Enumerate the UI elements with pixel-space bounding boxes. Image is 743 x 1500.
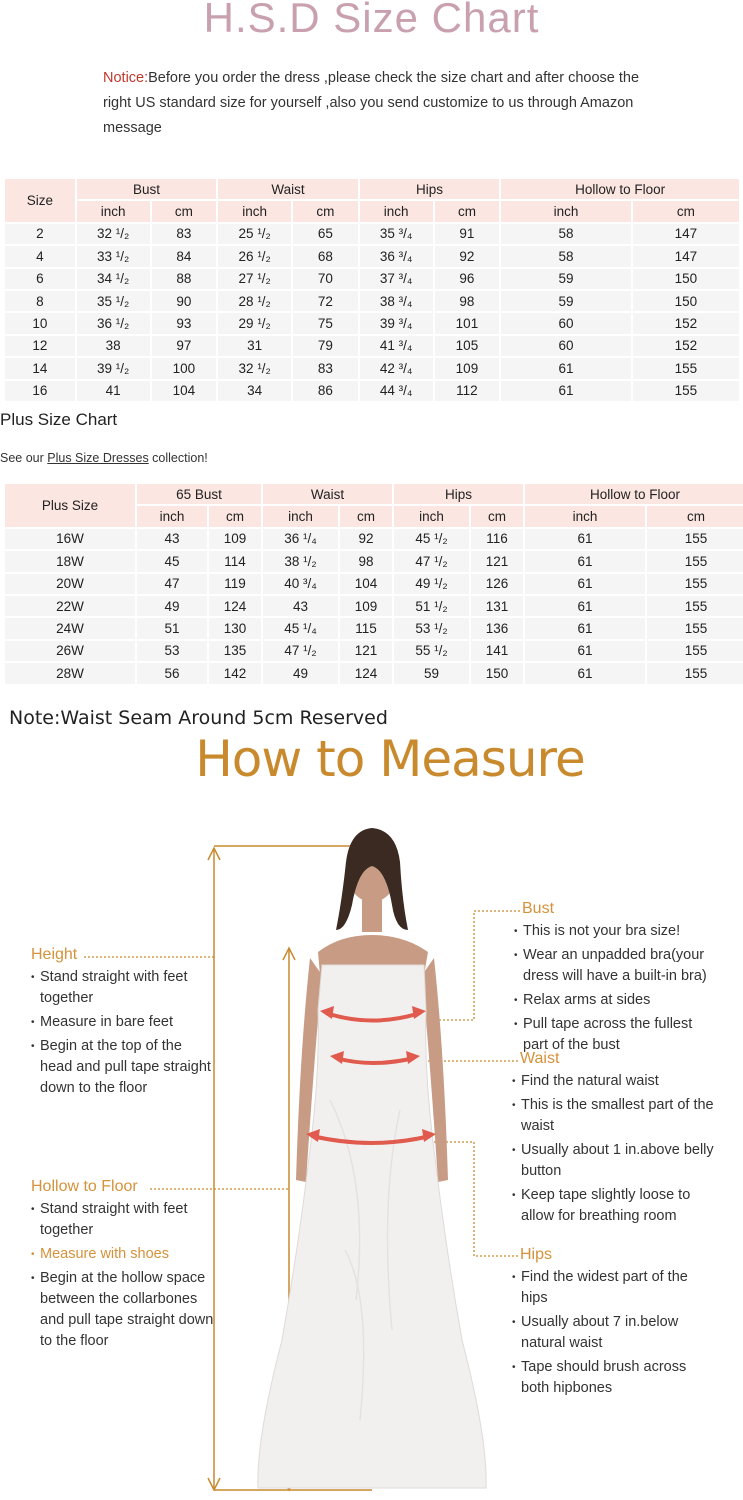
table-cell: 53 ¹/₂ [394, 618, 469, 638]
table-cell: 150 [633, 291, 739, 311]
table-cell: 38 ³/₄ [360, 291, 433, 311]
table-cell: 49 ¹/₂ [394, 574, 469, 594]
hollow-instruction: • Begin at the hollow space between the collarbones and pull tape straight down to the floor [31, 1268, 217, 1352]
table-cell: 58 [501, 246, 630, 266]
table-cell: 55 ¹/₂ [394, 641, 469, 661]
table-cell: 36 ¹/₄ [263, 529, 338, 549]
table-cell: 61 [525, 574, 645, 594]
waist-instruction: • Keep tape slightly loose to allow for breathing room [512, 1185, 722, 1227]
group-header: Hips [394, 484, 523, 504]
height-section [31, 946, 217, 1099]
waist-seam-note: Note:Waist Seam Around 5cm Reserved [9, 707, 388, 729]
table-cell: 121 [471, 551, 523, 571]
table-cell: 43 [137, 529, 207, 549]
unit-header: cm [340, 506, 392, 526]
size-header: Size [5, 179, 75, 222]
see-before: See our [0, 451, 48, 465]
hollow-section [31, 1178, 217, 1352]
group-header: Hollow to Floor [525, 484, 743, 504]
table-cell: 155 [647, 529, 743, 549]
unit-header: inch [137, 506, 207, 526]
group-header: Hips [360, 179, 500, 199]
table-cell: 43 [263, 596, 338, 616]
size-cell: 10 [5, 313, 75, 333]
table-cell: 100 [152, 358, 217, 378]
table-cell: 59 [501, 291, 630, 311]
waist-section [512, 1050, 722, 1227]
table-cell: 61 [525, 641, 645, 661]
table-cell: 49 [137, 596, 207, 616]
table-cell: 61 [525, 529, 645, 549]
waist-instruction: • Find the natural waist [512, 1071, 722, 1092]
table-cell: 119 [209, 574, 261, 594]
table-cell: 70 [293, 269, 358, 289]
hollow-instruction: • Stand straight with feet together [31, 1199, 217, 1241]
height-label: Height [31, 946, 78, 963]
table-cell: 79 [293, 336, 358, 356]
table-cell: 25 ¹/₂ [218, 224, 291, 244]
notice-lead: Notice: [103, 70, 149, 86]
table-cell: 88 [152, 269, 217, 289]
size-cell: 14 [5, 358, 75, 378]
table-cell: 109 [340, 596, 392, 616]
table-cell: 59 [394, 663, 469, 683]
table-cell: 75 [293, 313, 358, 333]
bust-section [514, 900, 714, 1056]
table-cell: 27 ¹/₂ [218, 269, 291, 289]
table-cell: 92 [435, 246, 500, 266]
size-cell: 20W [5, 574, 135, 594]
table-cell: 42 ³/₄ [360, 358, 433, 378]
group-header: Waist [263, 484, 392, 504]
table-cell: 45 [137, 551, 207, 571]
table-cell: 61 [525, 551, 645, 571]
size-cell: 2 [5, 224, 75, 244]
table-cell: 135 [209, 641, 261, 661]
hollow-label: Hollow to Floor [31, 1178, 138, 1195]
table-cell: 35 ¹/₂ [77, 291, 150, 311]
table-cell: 31 [218, 336, 291, 356]
bust-instruction: • Relax arms at sides [514, 990, 714, 1011]
hips-instruction: • Usually about 7 in.below natural waist [512, 1312, 712, 1354]
table-cell: 28 ¹/₂ [218, 291, 291, 311]
bust-label: Bust [522, 900, 555, 917]
bust-instruction: • Pull tape across the fullest part of the bust [514, 1014, 714, 1056]
unit-header: inch [218, 201, 291, 221]
see-after: collection! [148, 451, 208, 465]
table-cell: 32 ¹/₂ [77, 224, 150, 244]
unit-header: inch [501, 201, 630, 221]
table-cell: 114 [209, 551, 261, 571]
table-cell: 109 [435, 358, 500, 378]
height-instruction: • Stand straight with feet together [31, 967, 217, 1009]
table-cell: 155 [647, 641, 743, 661]
table-cell: 93 [152, 313, 217, 333]
table-cell: 104 [340, 574, 392, 594]
table-cell: 97 [152, 336, 217, 356]
unit-header: inch [263, 506, 338, 526]
table-cell: 126 [471, 574, 523, 594]
table-cell: 83 [293, 358, 358, 378]
table-cell: 136 [471, 618, 523, 638]
hips-label: Hips [520, 1246, 553, 1263]
table-cell: 105 [435, 336, 500, 356]
table-cell: 45 ¹/₄ [263, 618, 338, 638]
waist-instruction: • Usually about 1 in.above belly button [512, 1140, 722, 1182]
table-cell: 47 ¹/₂ [263, 641, 338, 661]
table-cell: 58 [501, 224, 630, 244]
table-cell: 36 ¹/₂ [77, 313, 150, 333]
size-cell: 16 [5, 381, 75, 401]
table-cell: 51 [137, 618, 207, 638]
table-cell: 33 ¹/₂ [77, 246, 150, 266]
table-cell: 45 ¹/₂ [394, 529, 469, 549]
unit-header: cm [152, 201, 217, 221]
size-cell: 26W [5, 641, 135, 661]
table-cell: 124 [209, 596, 261, 616]
table-cell: 147 [633, 224, 739, 244]
size-header: Plus Size [5, 484, 135, 527]
table-cell: 72 [293, 291, 358, 311]
table-cell: 65 [293, 224, 358, 244]
table-cell: 96 [435, 269, 500, 289]
waist-label: Waist [520, 1050, 560, 1067]
table-cell: 26 ¹/₂ [218, 246, 291, 266]
table-cell: 98 [435, 291, 500, 311]
group-header: Bust [77, 179, 217, 199]
unit-header: cm [435, 201, 500, 221]
table-cell: 104 [152, 381, 217, 401]
table-cell: 150 [633, 269, 739, 289]
hips-instruction: • Tape should brush across both hipbones [512, 1357, 712, 1399]
table-cell: 38 [77, 336, 150, 356]
group-header: 65 Bust [137, 484, 261, 504]
hollow-instruction: • Measure with shoes [31, 1244, 217, 1265]
hips-section [512, 1246, 712, 1399]
table-cell: 56 [137, 663, 207, 683]
table-cell: 112 [435, 381, 500, 401]
table-cell: 35 ³/₄ [360, 224, 433, 244]
unit-header: inch [77, 201, 150, 221]
group-header: Waist [218, 179, 358, 199]
table-cell: 116 [471, 529, 523, 549]
unit-header: cm [293, 201, 358, 221]
table-cell: 37 ³/₄ [360, 269, 433, 289]
table-cell: 155 [633, 381, 739, 401]
hips-instruction: • Find the widest part of the hips [512, 1267, 712, 1309]
table-cell: 121 [340, 641, 392, 661]
table-cell: 49 [263, 663, 338, 683]
size-cell: 8 [5, 291, 75, 311]
table-cell: 86 [293, 381, 358, 401]
table-cell: 34 [218, 381, 291, 401]
model-figure [258, 828, 486, 1488]
table-cell: 60 [501, 313, 630, 333]
table-cell: 98 [340, 551, 392, 571]
table-cell: 40 ³/₄ [263, 574, 338, 594]
unit-header: inch [394, 506, 469, 526]
table-cell: 150 [471, 663, 523, 683]
table-cell: 109 [209, 529, 261, 549]
unit-header: cm [471, 506, 523, 526]
table-cell: 152 [633, 313, 739, 333]
height-instruction: • Begin at the top of the head and pull tape straight down to the floor [31, 1036, 217, 1099]
unit-header: cm [633, 201, 739, 221]
table-cell: 41 [77, 381, 150, 401]
table-cell: 51 ¹/₂ [394, 596, 469, 616]
unit-header: inch [525, 506, 645, 526]
size-cell: 24W [5, 618, 135, 638]
size-cell: 16W [5, 529, 135, 549]
table-cell: 36 ³/₄ [360, 246, 433, 266]
bust-instruction: • Wear an unpadded bra(your dress will have a built-in bra) [514, 945, 714, 987]
unit-header: cm [209, 506, 261, 526]
table-cell: 91 [435, 224, 500, 244]
table-cell: 61 [501, 381, 630, 401]
table-cell: 155 [647, 618, 743, 638]
table-cell: 90 [152, 291, 217, 311]
table-cell: 101 [435, 313, 500, 333]
group-header: Hollow to Floor [501, 179, 739, 199]
table-cell: 131 [471, 596, 523, 616]
table-cell: 29 ¹/₂ [218, 313, 291, 333]
table-cell: 124 [340, 663, 392, 683]
size-cell: 22W [5, 596, 135, 616]
size-cell: 18W [5, 551, 135, 571]
size-cell: 6 [5, 269, 75, 289]
table-cell: 155 [647, 574, 743, 594]
table-cell: 115 [340, 618, 392, 638]
table-cell: 141 [471, 641, 523, 661]
unit-header: cm [647, 506, 743, 526]
table-cell: 32 ¹/₂ [218, 358, 291, 378]
table-cell: 142 [209, 663, 261, 683]
table-cell: 61 [501, 358, 630, 378]
table-cell: 34 ¹/₂ [77, 269, 150, 289]
bust-instruction: • This is not your bra size! [514, 921, 714, 942]
table-cell: 147 [633, 246, 739, 266]
table-cell: 47 ¹/₂ [394, 551, 469, 571]
table-cell: 41 ³/₄ [360, 336, 433, 356]
plus-size-dresses-link[interactable]: Plus Size Dresses [47, 451, 149, 465]
table-cell: 60 [501, 336, 630, 356]
waist-instruction: • This is the smallest part of the waist [512, 1095, 722, 1137]
notice-body: Before you order the dress ,please check the size chart and after choose the right US standard size for yourself ,also you send customize to us through Amazon message [103, 70, 640, 136]
height-instruction: • Measure in bare feet [31, 1012, 217, 1033]
table-cell: 152 [633, 336, 739, 356]
table-cell: 155 [647, 551, 743, 571]
table-cell: 53 [137, 641, 207, 661]
unit-header: inch [360, 201, 433, 221]
table-cell: 59 [501, 269, 630, 289]
size-cell: 12 [5, 336, 75, 356]
plus-size-heading: Plus Size Chart [0, 410, 118, 429]
table-cell: 61 [525, 618, 645, 638]
page-title: H.S.D Size Chart [203, 0, 540, 41]
table-cell: 61 [525, 596, 645, 616]
size-cell: 4 [5, 246, 75, 266]
table-cell: 47 [137, 574, 207, 594]
size-cell: 28W [5, 663, 135, 683]
table-cell: 39 ³/₄ [360, 313, 433, 333]
table-cell: 155 [633, 358, 739, 378]
table-cell: 155 [647, 663, 743, 683]
table-cell: 44 ³/₄ [360, 381, 433, 401]
table-cell: 38 ¹/₂ [263, 551, 338, 571]
table-cell: 83 [152, 224, 217, 244]
how-to-measure-title: How to Measure [195, 730, 585, 788]
table-cell: 92 [340, 529, 392, 549]
table-cell: 39 ¹/₂ [77, 358, 150, 378]
table-cell: 61 [525, 663, 645, 683]
table-cell: 68 [293, 246, 358, 266]
table-cell: 155 [647, 596, 743, 616]
table-cell: 130 [209, 618, 261, 638]
table-cell: 84 [152, 246, 217, 266]
